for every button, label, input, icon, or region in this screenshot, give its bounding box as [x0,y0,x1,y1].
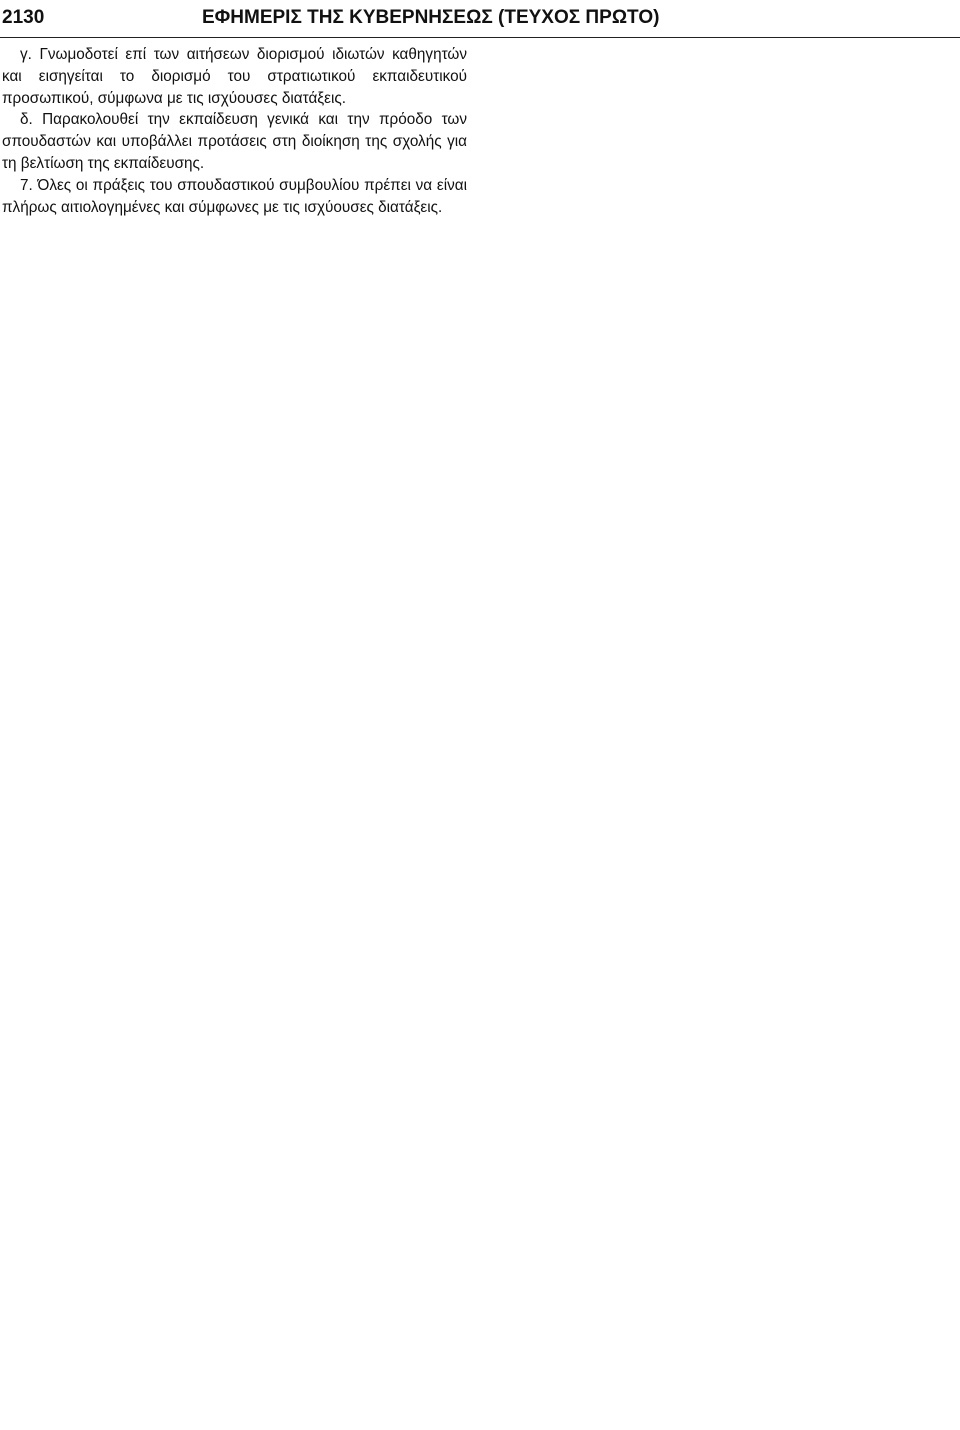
paragraph: 7. Όλες οι πράξεις του σπουδαστικού συμβουλίου πρέπει να είναι πλήρως αιτιολογημένες και σύμφωνες με τις ισχύουσες διατάξεις. [2,176,467,216]
page-header [0,0,960,36]
right-column [493,44,958,218]
left-column [2,44,467,218]
page-number: 2130 [2,7,45,28]
paragraph: γ. Γνωμοδοτεί επί των αιτήσεων διορισμού ιδιωτών καθηγητών και εισηγείται το διορισμό του στρατιωτικού εκπαιδευτικού προσωπικού, σύμφωνα με τις ισχύουσες διατάξεις. [2,46,467,107]
gazette-title: ΕΦΗΜΕΡΙΣ ΤΗΣ ΚΥΒΕΡΝΗΣΕΩΣ (ΤΕΥΧΟΣ ΠΡΩΤΟ) [202,7,660,28]
paragraph: δ. Παρακολουθεί την εκπαίδευση γενικά και την πρόοδο των σπουδαστών και υποβάλλει προτάσεις στη διοίκηση της σχολής για τη βελτίωση της εκπαίδευσης. [2,111,467,172]
text-columns [2,44,958,218]
header-rule [0,37,960,38]
